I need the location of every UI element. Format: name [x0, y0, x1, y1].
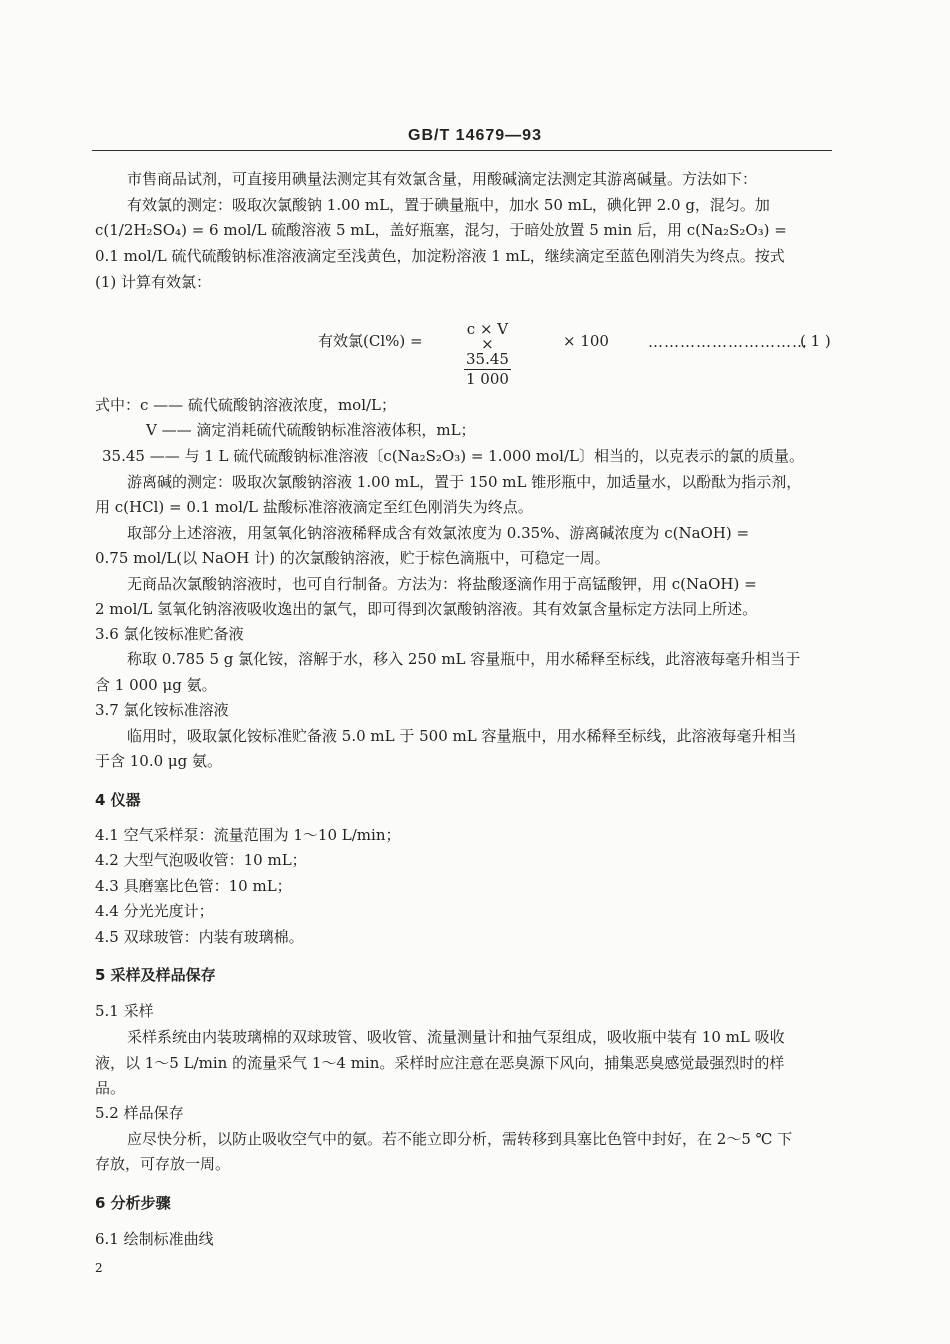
- page-number: 2: [95, 1261, 103, 1275]
- formula-numerator: c × V × 35.45: [466, 320, 509, 368]
- paragraph-line: 用 c(HCl) = 0.1 mol/L 盐酸标准溶液滴定至红色刚消失为终点。: [95, 498, 533, 516]
- section-heading-5-1: 5.1 采样: [95, 1002, 154, 1020]
- paragraph-line: 0.1 mol/L 硫代硫酸钠标准溶液滴定至浅黄色，加淀粉溶液 1 mL，继续滴定至蓝色刚消失为终点。按式: [95, 247, 785, 265]
- section-heading-5: 5 采样及样品保存: [95, 966, 216, 984]
- list-item: 4.4 分光光度计；: [95, 902, 214, 920]
- paragraph-line: 品。: [95, 1079, 126, 1097]
- formula-lhs: 有效氯(Cl%) =: [318, 332, 423, 350]
- paragraph-line: 应尽快分析，以防止吸收空气中的氨。若不能立即分析，需转移到具塞比色管中封好，在 2～5 ℃ 下: [127, 1130, 793, 1148]
- section-heading-6: 6 分析步骤: [95, 1194, 171, 1212]
- paragraph-line: 取部分上述溶液，用氢氧化钠溶液稀释成含有效氯浓度为 0.35%、游离碱浓度为 c(NaOH) =: [127, 524, 750, 542]
- paragraph-line: 2 mol/L 氢氧化钠溶液吸收逸出的氯气，即可得到次氯酸钠溶液。其有效氯含量标定方法同上所述。: [95, 600, 758, 618]
- formula-leader-dots: …………………………: [648, 333, 808, 351]
- paragraph-line: 含 1 000 μg 氨。: [95, 676, 217, 694]
- paragraph-line: 称取 0.785 5 g 氯化铵，溶解于水，移入 250 mL 容量瓶中，用水稀释至标线，此溶液每毫升相当于: [127, 650, 801, 668]
- formula-denominator: 1 000: [465, 370, 509, 388]
- paragraph-line: 0.75 mol/L(以 NaOH 计) 的次氯酸钠溶液，贮于棕色滴瓶中，可稳定一周。: [95, 549, 610, 567]
- list-item: 4.3 具磨塞比色管：10 mL；: [95, 877, 292, 895]
- where-line: 35.45 —— 与 1 L 硫代硫酸钠标准溶液〔c(Na₂S₂O₃) = 1.000 mol/L〕相当的，以克表示的氯的质量。: [102, 447, 804, 465]
- section-heading-3-6: 3.6 氯化铵标准贮备液: [95, 625, 244, 643]
- where-line: V —— 滴定消耗硫代硫酸钠标准溶液体积，mL；: [146, 421, 476, 439]
- paragraph-line: 于含 10.0 μg 氨。: [95, 752, 223, 770]
- list-item: 4.2 大型气泡吸收管：10 mL；: [95, 851, 307, 869]
- header-rule: [92, 150, 832, 151]
- section-heading-5-2: 5.2 样品保存: [95, 1104, 184, 1122]
- page-header: GB/T 14679—93: [408, 127, 542, 144]
- paragraph-line: 存放，可存放一周。: [95, 1155, 231, 1173]
- formula-rhs: × 100: [563, 332, 609, 350]
- paragraph-line: 采样系统由内装玻璃棉的双球玻管、吸收管、流量测量计和抽气泵组成，吸收瓶中装有 10 mL 吸收: [127, 1028, 785, 1046]
- formula-number: ( 1 ): [800, 332, 831, 350]
- section-heading-3-7: 3.7 氯化铵标准溶液: [95, 701, 229, 719]
- where-line: 式中：c —— 硫代硫酸钠溶液浓度，mol/L；: [95, 396, 397, 414]
- section-heading-4: 4 仪器: [95, 791, 141, 809]
- paragraph-line: 无商品次氯酸钠溶液时，也可自行制备。方法为：将盐酸逐滴作用于高锰酸钾，用 c(NaOH) =: [127, 575, 757, 593]
- formula-fraction: [464, 322, 511, 387]
- paragraph-line: 液，以 1～5 L/min 的流量采气 1～4 min。采样时应注意在恶臭源下风向，捕集恶臭感觉最强烈时的样: [95, 1054, 785, 1072]
- paragraph-line: 市售商品试剂，可直接用碘量法测定其有效氯含量，用酸碱滴定法测定其游离碱量。方法如下：: [127, 170, 758, 188]
- paragraph-line: 游离碱的测定：吸取次氯酸钠溶液 1.00 mL，置于 150 mL 锥形瓶中，加适量水，以酚酞为指示剂，: [127, 473, 802, 491]
- list-item: 4.1 空气采样泵：流量范围为 1～10 L/min；: [95, 826, 401, 844]
- section-heading-6-1: 6.1 绘制标准曲线: [95, 1230, 214, 1248]
- paragraph-line: c(1/2H₂SO₄) = 6 mol/L 硫酸溶液 5 mL，盖好瓶塞，混匀，于暗处放置 5 min 后，用 c(Na₂S₂O₃) =: [95, 221, 787, 239]
- paragraph-line: 有效氯的测定：吸取次氯酸钠 1.00 mL，置于碘量瓶中，加水 50 mL，碘化钾 2.0 g，混匀。加: [127, 196, 770, 214]
- paragraph-line: 临用时，吸取氯化铵标准贮备液 5.0 mL 于 500 mL 容量瓶中，用水稀释至标线，此溶液每毫升相当: [127, 727, 797, 745]
- paragraph-line: (1) 计算有效氯：: [95, 273, 212, 291]
- list-item: 4.5 双球玻管：内装有玻璃棉。: [95, 928, 304, 946]
